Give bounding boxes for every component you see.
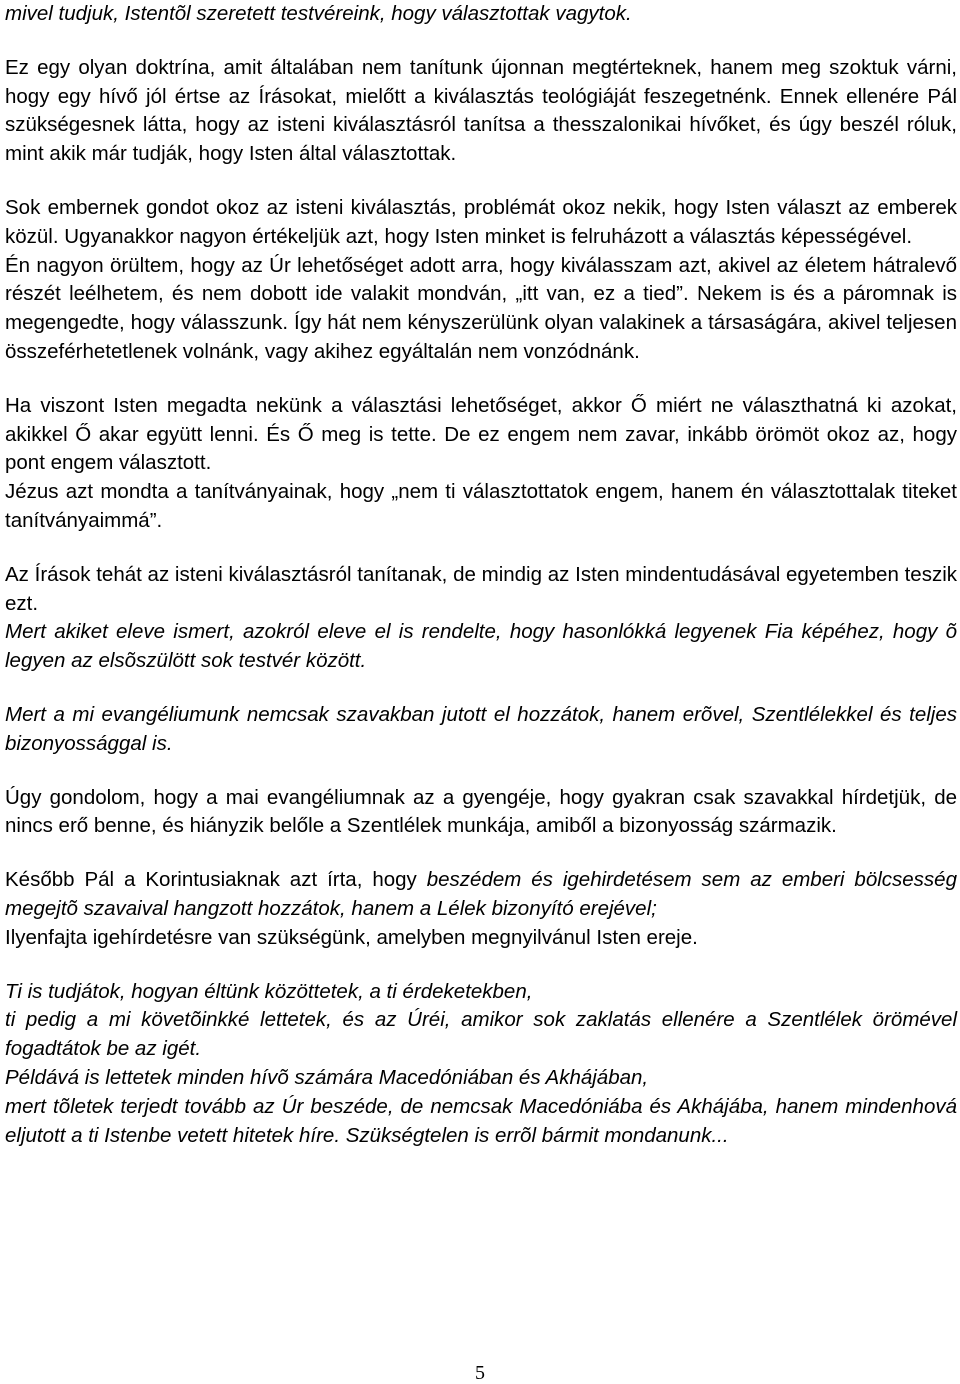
- paragraph-choice-problem: Sok embernek gondot okoz az isteni kiválasztás, problémát okoz nekik, hogy Isten választ az emberek közül. Ugyanakkor nagyon értékeljük azt, hogy Isten minket is felruházott a választás képességével.: [5, 195, 957, 248]
- document-body: [5, 0, 957, 1150]
- paragraph-chosen-brethren: mivel tudjuk, Istentõl szeretett testvéreink, hogy választottak vagytok.: [5, 2, 632, 25]
- quote-example: Példává is lettetek minden hívõ számára Macedóniában és Akhájában,: [5, 1065, 649, 1089]
- quote-word-spread: mert tõletek terjedt tovább az Úr beszéde, de nemcsak Macedóniába és Akhájába, hanem mindenhová eljutott a ti Istenbe vetett hitetek híre. Szükségtelen is errõl bármit mondanunk...: [5, 1094, 957, 1147]
- paragraph-scriptures: Az Írások tehát az isteni kiválasztásról tanítanak, de mindig az Isten mindentudásával egyetemben teszik ezt.: [5, 562, 957, 615]
- corinthians-intro: Később Pál a Korintusiaknak azt írta, hogy: [5, 868, 427, 892]
- quote-foreknew: Mert akiket eleve ismert, azokról eleve el is rendelte, hogy hasonlókká legyenek Fia képéhez, hogy õ legyen az elsõszülött sok testvér között.: [5, 620, 957, 673]
- paragraph-weakness: Úgy gondolom, hogy a mai evangéliumnak az a gyengéje, hogy gyakran csak szavakkal hírdetjük, de nincs erő benne, és hiányzik belőle a Szentlélek munkája, amiből a bizonyosság származik.: [5, 785, 957, 838]
- paragraph-personal-choice: Én nagyon örültem, hogy az Úr lehetőséget adott arra, hogy kiválasszam azt, akivel az életem hátralevő részét leélhetem, és nem dobott ide valakit mondván, „itt van, ez a tied”. Nekem is és a páromnak is megengedte, hogy válasszunk. Így hát nem kényszerülünk olyan valakinek a társaságára, akivel teljesen összeférhetetlenek volnánk, vagy akihez egyáltalán nem vonzódnánk.: [5, 253, 957, 363]
- quote-how-we-lived: Ti is tudjátok, hogyan éltünk közöttetek, a ti érdeketekben,: [5, 979, 533, 1003]
- paragraph-doctrine: Ez egy olyan doktrína, amit általában nem tanítunk újonnan megtérteknek, hanem meg szoktuk várni, hogy egy hívő jól értse az Írásokat, mielőtt a kiválasztás teológiáját feszegetnénk. Ennek ellenére Pál szükségesnek látta, hogy az isteni kiválasztásról tanítsa a thesszalonikai hívőket, és úgy beszél róluk, mint akik már tudják, hogy Isten által választottak.: [5, 55, 957, 166]
- paragraph-god-chooses: Ha viszont Isten megadta nekünk a választási lehetőséget, akkor Ő miért ne választhatná ki azokat, akikkel Ő akar együtt lenni. És Ő meg is tette. De ez engem nem zavar, inkább örömöt okoz az, hogy pont engem választott.: [5, 393, 957, 475]
- quote-gospel-power: Mert a mi evangéliumunk nemcsak szavakban jutott el hozzátok, hanem erõvel, Szentlélekkel és teljes bizonyossággal is.: [5, 702, 957, 755]
- paragraph-need-power: Ilyenfajta igehírdetésre van szükségünk, amelyben megnyilvánul Isten ereje.: [5, 925, 698, 949]
- corinthians-quote: beszédem és igehirdetésem sem az emberi bölcsesség megejtõ szavaival hangzott hozzátok, hanem a Lélek bizonyító erejével;: [5, 868, 957, 920]
- paragraph-jesus-quote: Jézus azt mondta a tanítványainak, hogy „nem ti választottatok engem, hanem én választottalak titeket tanítványaimmá”.: [5, 480, 957, 532]
- paragraph-corinthians: [5, 866, 957, 924]
- page-number: 5: [475, 1362, 485, 1384]
- quote-followers: ti pedig a mi követõinkké lettetek, és az Úréi, amikor sok zaklatás ellenére a Szentlélek örömével fogadtátok be az igét.: [5, 1008, 957, 1061]
